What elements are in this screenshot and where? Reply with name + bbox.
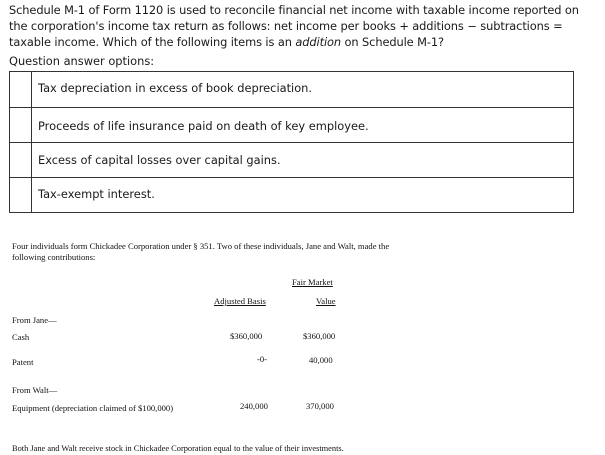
row-label-patent: Patent: [12, 357, 34, 367]
question-text: [9, 2, 599, 50]
fmv-header-line1: Fair Market: [292, 277, 333, 287]
option-select-cell[interactable]: [10, 108, 32, 142]
fmv-header-line2: Value: [316, 296, 336, 306]
section-heading-jane: From Jane—: [12, 315, 57, 325]
option-label[interactable]: Tax depreciation in excess of book depreciation.: [38, 81, 313, 95]
options-label: Question answer options:: [9, 54, 155, 68]
problem-intro: [12, 241, 452, 262]
problem-footer: Both Jane and Walt receive stock in Chickadee Corporation equal to the value of their investments.: [12, 444, 344, 453]
answer-option[interactable]: [10, 72, 573, 107]
row-label-equipment: Equipment (depreciation claimed of $100,000): [12, 403, 174, 413]
option-label[interactable]: Proceeds of life insurance paid on death of key employee.: [38, 119, 369, 133]
answer-option[interactable]: [10, 142, 573, 177]
patent-basis-value: -0-: [257, 354, 268, 364]
row-label-cash: Cash: [12, 332, 30, 342]
option-select-cell[interactable]: [10, 143, 32, 177]
equipment-fmv-value: 370,000: [306, 401, 334, 411]
intro-line: Four individuals form Chickadee Corporation under § 351. Two of these individuals, Jane and Walt, made the: [12, 241, 390, 251]
option-label[interactable]: Tax-exempt interest.: [38, 187, 155, 201]
equipment-basis-value: 240,000: [240, 401, 268, 411]
option-label[interactable]: Excess of capital losses over capital gains.: [38, 153, 281, 167]
question-end: on Schedule M-1?: [341, 35, 444, 49]
cash-fmv-value: $360,000: [303, 331, 336, 341]
option-select-cell[interactable]: [10, 178, 32, 212]
answer-option[interactable]: [10, 107, 573, 142]
question-body: Schedule M-1 of Form 1120 is used to reconcile financial net income with taxable income reported on the corporation's income tax return as follows: net income per books + additions − subtractions = taxable income. Which of the following items is an: [9, 3, 579, 49]
intro-line: following contributions:: [12, 251, 96, 262]
section-heading-walt: From Walt—: [12, 385, 58, 395]
cash-basis-value: $360,000: [230, 331, 263, 341]
question-emphasis: addition: [295, 35, 341, 49]
answer-option[interactable]: [10, 177, 573, 212]
option-select-cell[interactable]: [10, 72, 32, 107]
answer-options: [9, 71, 574, 213]
adjusted-basis-header: Adjusted Basis: [214, 296, 266, 306]
patent-fmv-value: 40,000: [309, 355, 333, 365]
